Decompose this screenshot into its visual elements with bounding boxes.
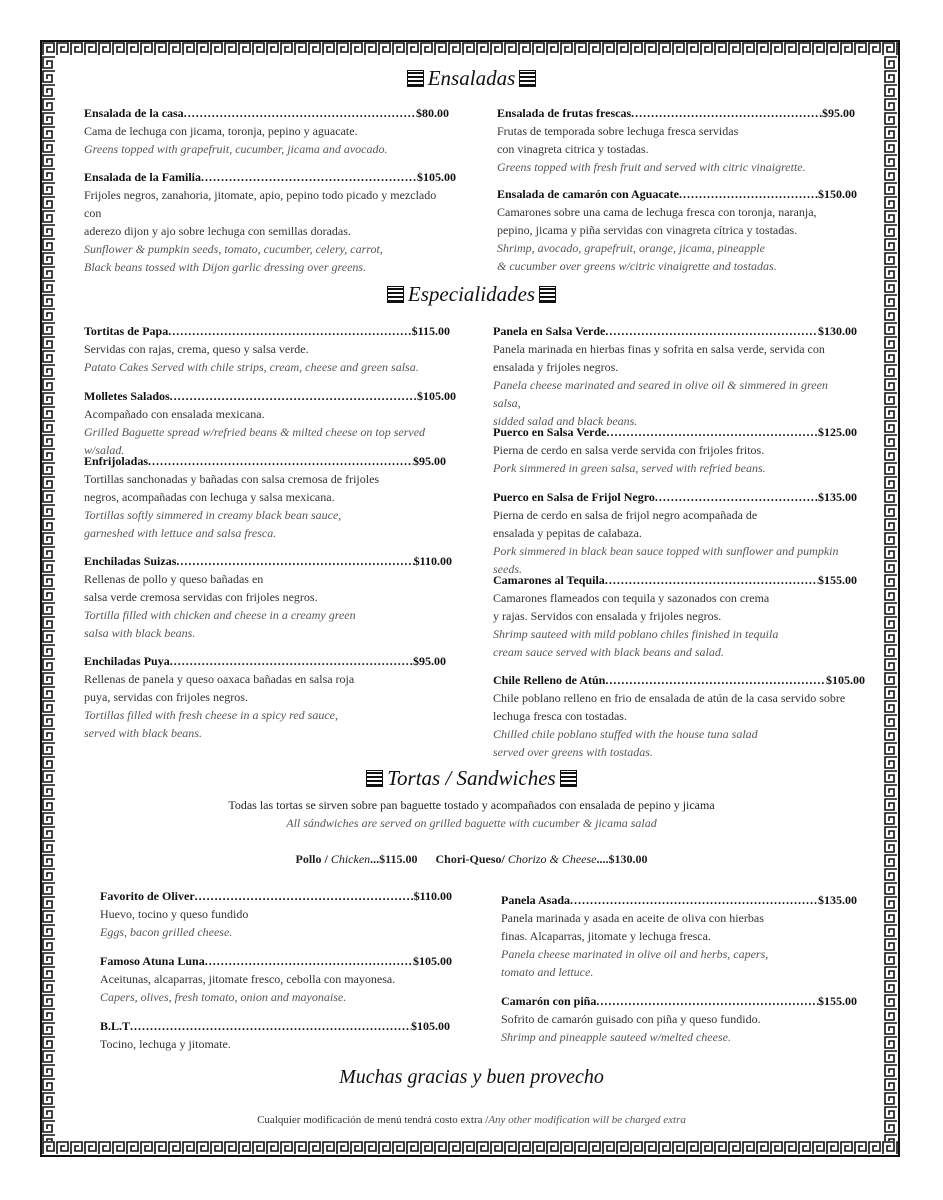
item-price: $105.00 [417, 389, 456, 403]
item-price: $135.00 [818, 490, 857, 504]
item-name: Panela en Salsa Verde [493, 324, 606, 338]
leader-dots [205, 952, 413, 970]
item-name: Camarones al Tequila [493, 573, 605, 587]
item-description-en: Panela cheese marinated in olive oil and herbs, capers, [501, 947, 769, 961]
greek-key-border-left [42, 56, 56, 1141]
menu-item-enchiladas-puya [84, 652, 446, 742]
item-header [501, 891, 857, 909]
tortas-price-line: Pollo / Chicken...$115.00 Chori-Queso/ Chorizo & Cheese....$130.00 [295, 852, 648, 866]
leader-dots [679, 185, 818, 203]
item-header [497, 185, 857, 203]
item-name: Enfrijoladas [84, 454, 149, 468]
item-description-es: pepino, jicama y piña servidas con vinagreta cítrica y tostadas. [497, 223, 798, 237]
item-description-es: Pierna de cerdo en salsa de frijol negro acompañada de [493, 508, 758, 522]
item-price: $105.00 [411, 1019, 450, 1033]
item-header [84, 652, 446, 670]
leader-dots [170, 387, 417, 405]
leader-dots [605, 671, 826, 689]
aztec-glyph-icon [519, 70, 536, 87]
menu-item-chile-relleno-atun [493, 671, 865, 761]
item-header [493, 671, 865, 689]
item-header [84, 168, 456, 186]
item-name: Camarón con piña [501, 994, 597, 1008]
section-title-tortas: Tortas / Sandwiches [0, 766, 943, 791]
leader-dots [170, 652, 413, 670]
item-description-en: Shrimp and pineapple sauteed w/melted cheese. [501, 1030, 731, 1044]
item-price: $95.00 [413, 654, 446, 668]
item-description-es: ensalada y pepitas de calabaza. [493, 526, 642, 540]
section-title-ensaladas: Ensaladas [0, 66, 943, 91]
item-name: Favorito de Oliver [100, 889, 195, 903]
modification-note: Cualquier modificación de menú tendrá costo extra /Any other modification will be charged extra [257, 1114, 686, 1126]
item-description-en: Greens topped with grapefruit, cucumber, jicama and avocado. [84, 142, 388, 156]
leader-dots [631, 104, 822, 122]
item-description-en: Panela cheese marinated and seared in olive oil & simmered in green salsa, [493, 378, 828, 410]
menu-item-camaron-pina [501, 992, 857, 1046]
item-price: $150.00 [818, 187, 857, 201]
item-price: $155.00 [818, 994, 857, 1008]
item-description-es: lechuga fresca con tostadas. [493, 709, 627, 723]
greek-key-border-top [42, 42, 898, 56]
item-description-es: negros, acompañadas con lechuga y salsa mexicana. [84, 490, 335, 504]
aztec-glyph-icon [560, 770, 577, 787]
item-description-en: Patato Cakes Served with chile strips, cream, cheese and green salsa. [84, 360, 419, 374]
item-description-en: salsa with black beans. [84, 626, 196, 640]
thank-you-message: Muchas gracias y buen provecho [339, 1066, 604, 1088]
menu-item-enchiladas-suizas [84, 552, 452, 642]
menu-item-panela-salsa-verde [493, 322, 857, 430]
item-header [84, 322, 450, 340]
leader-dots [201, 168, 417, 186]
item-description-en: served with black beans. [84, 726, 202, 740]
item-price: $105.00 [826, 673, 865, 687]
item-description-es: ensalada y frijoles negros. [493, 360, 619, 374]
item-price: $80.00 [416, 106, 449, 120]
item-name: Ensalada de la Familia [84, 170, 202, 184]
leader-dots [605, 322, 818, 340]
item-header [493, 423, 857, 441]
aztec-glyph-icon [407, 70, 424, 87]
item-description-es: Sofrito de camarón guisado con piña y queso fundido. [501, 1012, 761, 1026]
item-price: $95.00 [822, 106, 855, 120]
aztec-glyph-icon [366, 770, 383, 787]
item-description-en: Shrimp sauteed with mild poblano chiles finished in tequila [493, 627, 779, 641]
leader-dots [168, 322, 411, 340]
tortas-intro-es: Todas las tortas se sirven sobre pan baguette tostado y acompañados con ensalada de pepino y jicama [228, 798, 715, 812]
item-name: Chile Relleno de Atún [493, 673, 606, 687]
menu-item-puerco-frijol [493, 488, 857, 578]
tortas-intro [0, 796, 943, 832]
item-price: $125.00 [818, 425, 857, 439]
item-description-en: Tortillas softly simmered in creamy black bean sauce, [84, 508, 342, 522]
item-description-en: cream sauce served with black beans and salad. [493, 645, 724, 659]
menu-item-ensalada-frutas [497, 104, 855, 176]
greek-key-border-bottom [42, 1141, 898, 1155]
menu-item-ensalada-familia [84, 168, 456, 276]
item-price: $115.00 [411, 324, 450, 338]
menu-item-atuna-luna [100, 952, 452, 1006]
item-name: Enchiladas Puya [84, 654, 170, 668]
item-description-en: Pork simmered in green salsa, served with refried beans. [493, 461, 766, 475]
menu-item-tortitas-papa [84, 322, 450, 376]
leader-dots [655, 488, 818, 506]
leader-dots [605, 571, 818, 589]
item-header [493, 322, 857, 340]
item-description-en: Eggs, bacon grilled cheese. [100, 925, 233, 939]
menu-item-enfrijoladas [84, 452, 446, 542]
leader-dots [184, 104, 416, 122]
item-name: B.L.T [100, 1019, 131, 1033]
item-name: Puerco en Salsa de Frijol Negro [493, 490, 655, 504]
item-description-es: Panela marinada y asada en aceite de oliva con hierbas [501, 911, 764, 925]
leader-dots [176, 552, 413, 570]
item-description-es: Pierna de cerdo en salsa verde servida con frijoles fritos. [493, 443, 765, 457]
item-description-es: y rajas. Servidos con ensalada y frijoles negros. [493, 609, 722, 623]
item-header [100, 1017, 450, 1035]
item-description-es: Camarones flameados con tequila y sazonados con crema [493, 591, 770, 605]
item-description-es: aderezo dijon y ajo sobre lechuga con semillas doradas. [84, 224, 351, 238]
item-description-es: Huevo, tocino y queso fundido [100, 907, 249, 921]
item-name: Panela Asada [501, 893, 571, 907]
item-price: $95.00 [413, 454, 446, 468]
item-header [501, 992, 857, 1010]
menu-item-puerco-salsa-verde [493, 423, 857, 477]
item-header [493, 488, 857, 506]
item-description-es: Aceitunas, alcaparras, jitomate fresco, cebolla con mayonesa. [100, 972, 396, 986]
item-description-en: Black beans tossed with Dijon garlic dressing over greens. [84, 260, 367, 274]
item-name: Enchiladas Suizas [84, 554, 177, 568]
item-description-en: Capers, olives, fresh tomato, onion and mayonaise. [100, 990, 347, 1004]
item-description-en: Grilled Baguette spread w/refried beans & milted cheese on top served w/salad. [84, 425, 426, 457]
item-name: Ensalada de camarón con Aguacate [497, 187, 680, 201]
item-header [100, 887, 452, 905]
item-price: $105.00 [417, 170, 456, 184]
leader-dots [195, 887, 414, 905]
item-description-es: Chile poblano relleno en frio de ensalada de atún de la casa servido sobre [493, 691, 846, 705]
menu-item-molletes [84, 387, 456, 459]
item-description-es: finas. Alcaparras, jitomate y lechuga fresca. [501, 929, 711, 943]
menu-item-camarones-tequila [493, 571, 857, 661]
section-title-especialidades: Especialidades [0, 282, 943, 307]
item-header [497, 104, 855, 122]
item-description-en: Pork simmered in black bean sauce topped with sunflower and pumpkin seeds. [493, 544, 839, 576]
leader-dots [570, 891, 818, 909]
leader-dots [596, 992, 818, 1010]
menu-item-ensalada-camaron [497, 185, 857, 275]
item-name: Molletes Salados [84, 389, 170, 403]
item-description-es: Acompañado con ensalada mexicana. [84, 407, 265, 421]
item-description-es: Camarones sobre una cama de lechuga fresca con toronja, naranja, [497, 205, 817, 219]
item-description-en: Shrimp, avocado, grapefruit, orange, jicama, pineapple [497, 241, 765, 255]
item-name: Famoso Atuna Luna [100, 954, 205, 968]
item-description-en: Tortilla filled with chicken and cheese in a creamy green [84, 608, 356, 622]
item-description-en: garneshed with lettuce and salsa fresca. [84, 526, 277, 540]
item-description-en: Sunflower & pumpkin seeds, tomato, cucumber, celery, carrot, [84, 242, 383, 256]
item-description-en: Greens topped with fresh fruit and served with citric vinaigrette. [497, 160, 806, 174]
item-description-en: sidded salad and black beans. [493, 414, 638, 428]
menu-item-favorito-oliver [100, 887, 452, 941]
item-description-es: Cama de lechuga con jicama, toronja, pepino y aguacate. [84, 124, 358, 138]
aztec-glyph-icon [539, 286, 556, 303]
item-name: Tortitas de Papa [84, 324, 169, 338]
item-description-en: Tortillas filled with fresh cheese in a spicy red sauce, [84, 708, 338, 722]
item-price: $110.00 [413, 554, 452, 568]
item-description-es: Rellenas de pollo y queso bañadas en [84, 572, 264, 586]
item-price: $155.00 [818, 573, 857, 587]
item-header [84, 104, 449, 122]
item-description-en: & cucumber over greens w/citric vinaigrette and tostadas. [497, 259, 777, 273]
item-header [84, 387, 456, 405]
item-description-es: Tocino, lechuga y jitomate. [100, 1037, 231, 1051]
aztec-glyph-icon [387, 286, 404, 303]
item-price: $105.00 [413, 954, 452, 968]
item-header [100, 952, 452, 970]
item-header [84, 452, 446, 470]
menu-item-ensalada-casa [84, 104, 449, 158]
tortas-intro-en: All sándwiches are served on grilled baguette with cucumber & jicama salad [286, 816, 657, 830]
leader-dots [148, 452, 413, 470]
item-header [493, 571, 857, 589]
leader-dots [606, 423, 818, 441]
item-description-es: Servidas con rajas, crema, queso y salsa verde. [84, 342, 309, 356]
item-description-es: Tortillas sanchonadas y bañadas con salsa cremosa de frijoles [84, 472, 380, 486]
greek-key-border-right [884, 56, 898, 1141]
item-description-es: Frutas de temporada sobre lechuga fresca servidas [497, 124, 739, 138]
menu-item-blt [100, 1017, 450, 1053]
leader-dots [130, 1017, 411, 1035]
item-description-en: tomato and lettuce. [501, 965, 594, 979]
item-description-en: Chilled chile poblano stuffed with the house tuna salad [493, 727, 758, 741]
item-description-es: puya, servidas con frijoles negros. [84, 690, 248, 704]
item-name: Puerco en Salsa Verde [493, 425, 607, 439]
item-description-en: served over greens with tostadas. [493, 745, 653, 759]
item-description-es: salsa verde cremosa servidas con frijoles negros. [84, 590, 318, 604]
item-header [84, 552, 452, 570]
item-price: $130.00 [818, 324, 857, 338]
item-description-es: Panela marinada en hierbas finas y sofrita en salsa verde, servida con [493, 342, 825, 356]
item-description-es: Frijoles negros, zanahoria, jitomate, apio, pepino todo picado y mezclado con [84, 188, 437, 220]
item-description-es: Rellenas de panela y queso oaxaca bañadas en salsa roja [84, 672, 355, 686]
item-description-es: con vinagreta citrica y tostadas. [497, 142, 649, 156]
item-name: Ensalada de frutas frescas [497, 106, 632, 120]
menu-item-panela-asada [501, 891, 857, 981]
item-price: $110.00 [413, 889, 452, 903]
item-price: $135.00 [818, 893, 857, 907]
item-name: Ensalada de la casa [84, 106, 184, 120]
